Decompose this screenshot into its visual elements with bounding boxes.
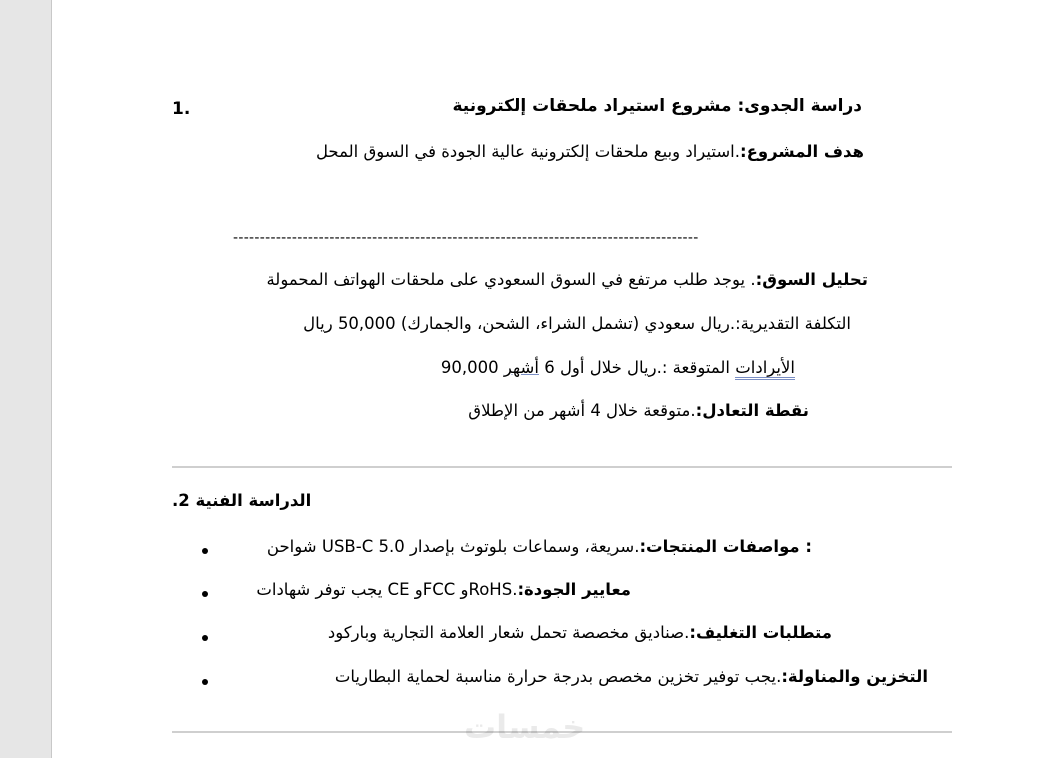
cost-text: .ريال سعودي (تشمل الشراء، الشحن، والجمارك) 50,000 ريال (303, 314, 736, 333)
revenue-months: أشهر (503, 358, 539, 377)
market-line (266, 270, 868, 289)
revenue-label: الأيرادات (735, 358, 795, 380)
bullet-label: التخزين والمناولة: (781, 667, 928, 686)
bullet-item (328, 623, 832, 642)
document-title: دراسة الجدوى: مشروع استيراد ملحقات إلكترونية (452, 96, 862, 116)
watermark-logo: خمسات (464, 708, 586, 746)
bullet-dot (202, 679, 208, 685)
left-gutter (0, 0, 52, 758)
bullet-text: .يجب توفير تخزين مخصص بدرجة حرارة مناسبة لحماية البطاريات (334, 667, 782, 686)
bullet-label: متطلبات التغليف: (689, 623, 832, 642)
cost-line (303, 314, 851, 333)
section-divider (172, 466, 952, 468)
section2-title: الدراسة الفنية (195, 491, 312, 510)
bullet-item (335, 667, 928, 686)
bullet-text: .صناديق مخصصة تحمل شعار العلامة التجارية وباركود (327, 623, 690, 642)
dash-separator: --------------------------------------------------------------------------------------- (233, 230, 699, 246)
revenue-line (441, 358, 795, 377)
market-text: . يوجد طلب مرتفع في السوق السعودي على ملحقات الهواتف المحمولة (266, 270, 756, 289)
cost-label: التكلفة التقديرية: (735, 314, 851, 333)
market-label: تحليل السوق: (755, 270, 868, 289)
document-page[interactable] (52, 0, 1059, 758)
bullet-text: .RoHSو FCCو CE يجب توفر شهادات (256, 580, 518, 599)
bullet-text: .سريعة، وسماعات بلوتوث بإصدار USB-C 5.0 شواحن (266, 537, 640, 556)
bullet-dot (202, 548, 208, 554)
goal-text: .استيراد وبيع ملحقات إلكترونية عالية الجودة في السوق المحل (315, 142, 741, 161)
bullet-label: : مواصفات المنتجات: (639, 537, 812, 556)
bullet-dot (202, 591, 208, 597)
revenue-amount: 90,000 (440, 358, 504, 377)
bullet-item (267, 537, 812, 556)
bullet-item (256, 580, 631, 599)
section2-heading (172, 491, 311, 510)
goal-label: هدف المشروع: (740, 142, 864, 161)
breakeven-label: نقطة التعادل: (695, 401, 809, 420)
breakeven-line (468, 401, 809, 420)
goal-line (316, 142, 864, 161)
revenue-text2: .ريال خلال أول 6 (538, 358, 662, 377)
revenue-text1: المتوقعة : (661, 358, 736, 377)
breakeven-text: .متوقعة خلال 4 أشهر من الإطلاق (468, 401, 696, 420)
section1-number: 1. (172, 99, 191, 119)
bullet-label: معايير الجودة: (517, 580, 631, 599)
section2-number: 2. (172, 491, 190, 510)
bullet-dot (202, 635, 208, 641)
